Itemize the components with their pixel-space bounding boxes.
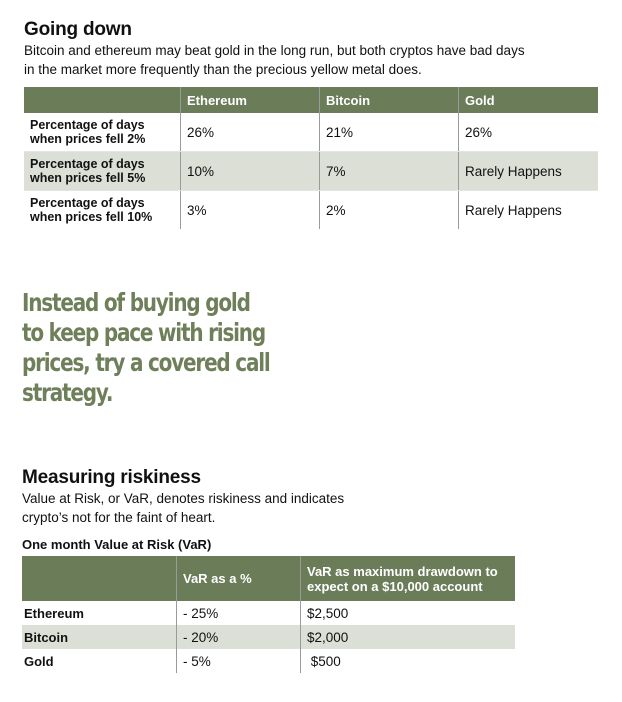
table-cell: 21% [319,113,458,151]
pull-quote-line: to keep pace with rising [22,318,265,347]
table-cell: 3% [180,191,319,229]
row-label: Percentage of days when prices fell 2% [30,118,146,146]
pull-quote-line: Instead of buying gold [22,288,250,317]
row-label: Gold [24,653,54,669]
section-title-measuring-riskiness: Measuring riskiness [22,467,201,488]
header-cell-var-percent: VaR as a % [176,556,300,601]
section-intro [22,489,344,527]
table-cell: 2% [319,191,458,229]
header-cell-var-drawdown: VaR as maximum drawdown to expect on a $10,000 account [300,556,515,601]
table-row [22,625,515,649]
table-header-row [22,556,515,601]
table-cell: $2,000 [300,625,515,649]
section-title-going-down: Going down [24,19,132,40]
table-row [22,601,515,625]
row-label: Percentage of days when prices fell 5% [30,157,146,185]
intro-line: Bitcoin and ethereum may beat gold in the long run, but both cryptos have bad days [24,43,525,58]
intro-line: crypto’s not for the faint of heart. [22,510,216,525]
table-cell: 10% [180,152,319,190]
table-cell: - 5% [176,649,300,673]
table-cell: $500 [300,649,515,673]
table-cell: 26% [180,113,319,151]
header-cell [24,87,180,113]
header-cell-ethereum: Ethereum [180,87,319,113]
row-label: Bitcoin [24,629,69,645]
table-cell: - 25% [176,601,300,625]
pull-quote-line: strategy. [22,378,113,407]
table-cell: Rarely Happens [458,191,598,229]
pull-quote [22,288,286,408]
table-header-row [24,87,598,113]
table-cell: - 20% [176,625,300,649]
intro-line: Value at Risk, or VaR, denotes riskiness and indicates [22,491,345,506]
header-cell-bitcoin: Bitcoin [319,87,458,113]
table-row [24,113,598,152]
table-title: One month Value at Risk (VaR) [22,537,212,552]
section-intro [24,41,525,79]
row-label: Percentage of days when prices fell 10% [30,196,153,224]
table-cell: 26% [458,113,598,151]
table-cell: $2,500 [300,601,515,625]
table-cell: 7% [319,152,458,190]
intro-line: in the market more frequently than the precious yellow metal does. [24,62,422,77]
days-fell-table [24,87,598,229]
table-row [24,191,598,229]
header-cell-gold: Gold [458,87,598,113]
row-label: Ethereum [24,605,84,621]
table-row [22,649,515,673]
table-cell: Rarely Happens [458,152,598,190]
header-cell [22,556,176,601]
table-row [24,152,598,191]
pull-quote-line: prices, try a covered call [22,348,270,377]
var-table [22,556,515,673]
